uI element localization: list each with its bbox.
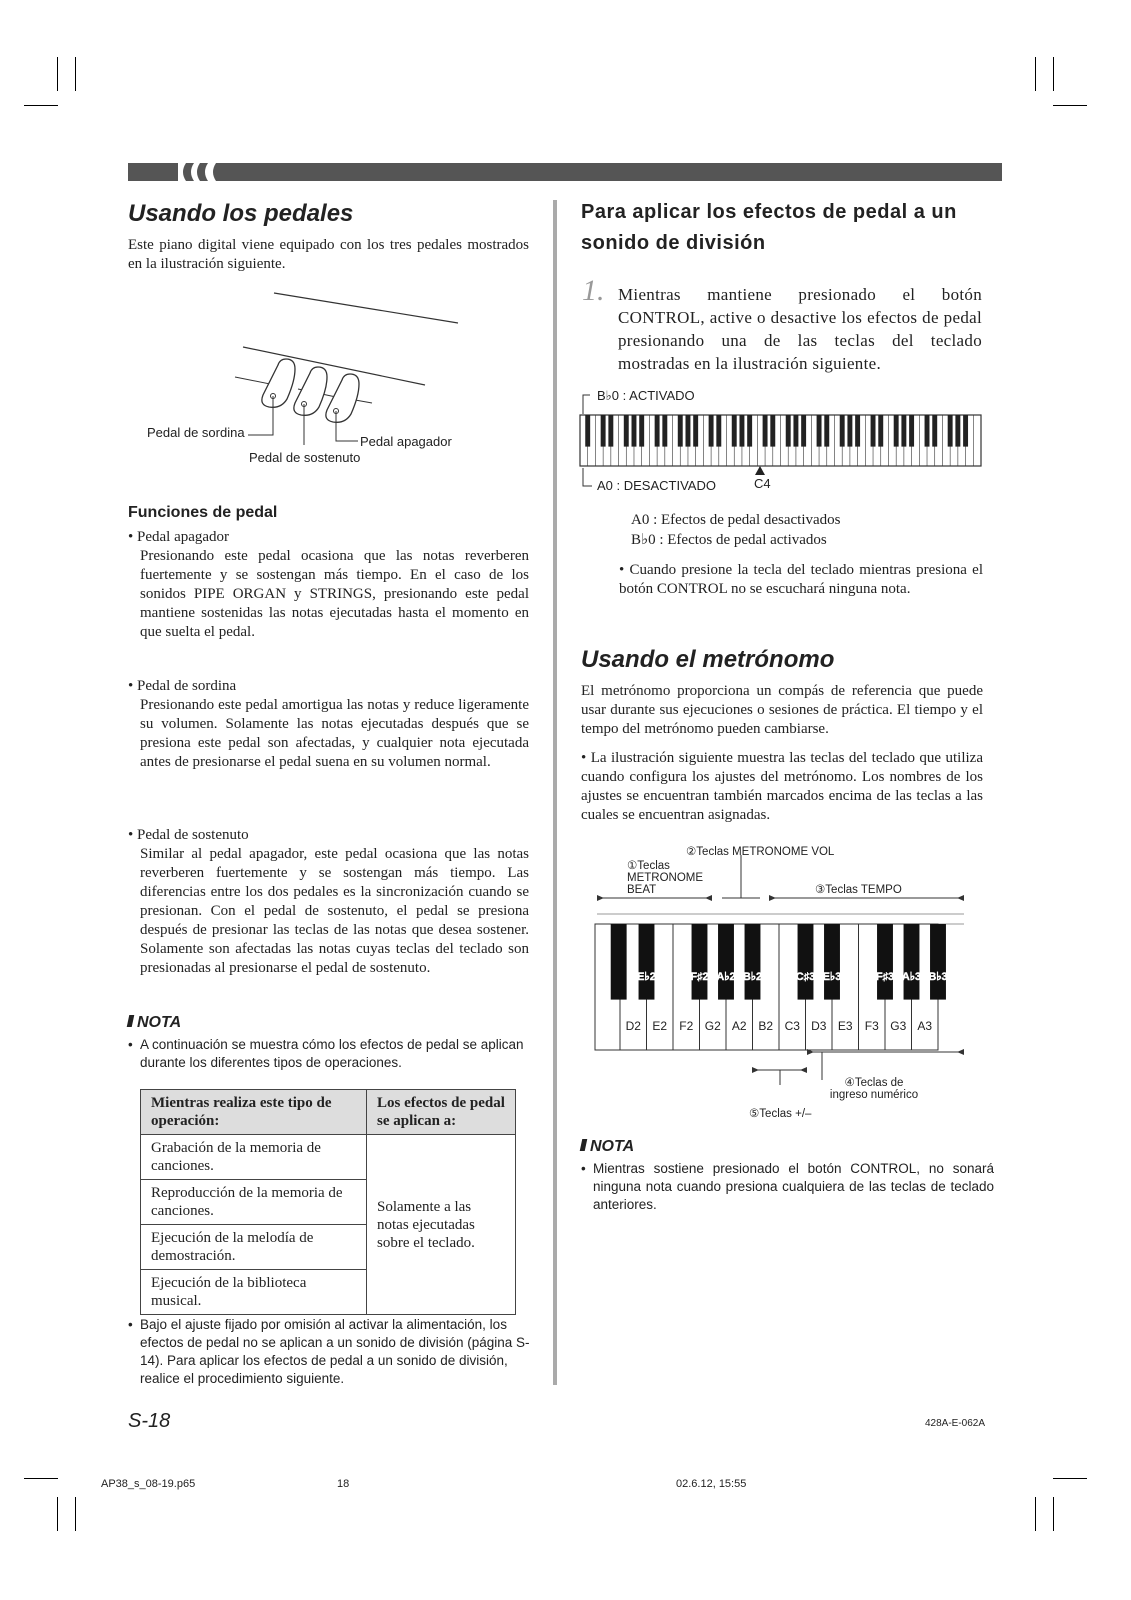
nota-text: Bajo el ajuste fijado por omisión al activar la alimentación, los efectos de pedal no se aplican a un sonido de división (página S-14). Para aplicar los efectos de pedal a un sonido de división, realice el procedimiento siguiente. xyxy=(140,1317,530,1386)
black-key-label: E♭2 xyxy=(637,971,656,983)
black-key xyxy=(632,415,637,447)
bullet-icon: • xyxy=(581,1161,586,1176)
table-header: Los efectos de pedal se aplican a: xyxy=(367,1090,516,1135)
nota-title: NOTA xyxy=(137,1014,182,1031)
black-key xyxy=(770,415,775,447)
nota-text: A continuación se muestra cómo los efectos de pedal se aplican durante los diferentes tipos de operaciones. xyxy=(140,1037,524,1070)
black-key xyxy=(909,415,914,447)
subsection-title: Para aplicar los efectos de pedal a un sonido de división xyxy=(581,201,957,254)
black-key xyxy=(655,415,660,447)
black-key-label: F♯2 xyxy=(690,971,709,983)
function-label: • Pedal apagador xyxy=(128,529,230,545)
white-key-label: G3 xyxy=(890,1019,907,1033)
black-key xyxy=(662,415,667,447)
nota-marker-icon xyxy=(580,1139,588,1151)
white-key-label: B2 xyxy=(758,1019,774,1033)
crop-mark xyxy=(57,1497,58,1531)
function-text: Presionando este pedal ocasiona que las notas reverberen fuertemente y se sostengan más tiempo. En el caso de los sonidos PIPE ORGAN y STRINGS, presionando este pedal mantiene sostenidas las notas ejecutadas hasta el momento en que suelta el pedal. xyxy=(140,548,529,640)
function-text: Similar al pedal apagador, este pedal ocasiona que las notas reverberen fuertemente y se sostengan más tiempo. Las diferencias entre los dos pedales es la sincronización cuando se presionan. Con el pedal de sostenuto, el pedal se presiona después de presionar las teclas de las notas que desea sostener. Solamente son afectadas las notas cuyas teclas del teclado son presionadas al presionarse el pedal de sostenuto. xyxy=(140,846,529,976)
black-key xyxy=(817,415,822,447)
white-key-label: D3 xyxy=(811,1019,827,1033)
black-key xyxy=(840,415,845,447)
black-key xyxy=(786,415,791,447)
black-key xyxy=(742,924,763,1000)
white-key-label: F3 xyxy=(864,1019,879,1033)
black-key xyxy=(718,924,734,1000)
black-key xyxy=(801,415,806,447)
white-key-label: G2 xyxy=(704,1019,721,1033)
section-title-pedales: Usando los pedales xyxy=(128,200,354,227)
table-cell: Reproducción de la memoria de canciones. xyxy=(141,1180,367,1225)
white-key-label: C3 xyxy=(784,1019,800,1033)
metronome-keys xyxy=(595,924,948,1050)
crop-mark xyxy=(1053,1478,1087,1479)
diagram-label-3: ③Teclas TEMPO xyxy=(815,884,902,896)
legend-a0: A0 : Efectos de pedal desactivados xyxy=(631,512,841,528)
footer-sheet: 18 xyxy=(337,1478,350,1490)
black-key xyxy=(693,415,698,447)
black-key xyxy=(901,924,922,1000)
bullet-text: • Cuando presione la tecla del teclado mientras presiona el botón CONTROL no se escuchará ninguna nota. xyxy=(619,562,983,597)
kbd-label-c4: C4 xyxy=(754,476,771,491)
black-key xyxy=(795,924,816,1000)
black-key xyxy=(732,415,737,447)
black-key xyxy=(608,415,613,447)
crop-mark xyxy=(1053,105,1087,106)
nota-heading xyxy=(128,1014,181,1032)
label-pedal-sostenuto: Pedal de sostenuto xyxy=(249,450,361,465)
bullet-text: • La ilustración siguiente muestra las teclas del teclado que utiliza cuando configura los ajustes del metrónomo. Los nombres de los ajustes se encuentran también marcados encima de las teclas a las cuales se encuentran asignadas. xyxy=(581,750,983,823)
black-key xyxy=(585,415,590,447)
crop-mark xyxy=(75,57,76,91)
black-key-label: B♭2 xyxy=(742,971,763,983)
kbd-label-on: B♭0 : ACTIVADO xyxy=(597,388,695,403)
black-key xyxy=(930,924,946,1000)
crop-mark xyxy=(1035,1497,1036,1531)
table-header-row xyxy=(141,1090,516,1135)
black-key xyxy=(894,415,899,447)
table-cell: Grabación de la memoria de canciones. xyxy=(141,1135,367,1180)
table-cell-applies xyxy=(367,1135,516,1315)
black-key-label: A♭2 xyxy=(716,971,736,983)
legend-bb0: B♭0 : Efectos de pedal activados xyxy=(631,532,827,548)
crop-mark xyxy=(1035,57,1036,91)
functions-title: Funciones de pedal xyxy=(128,504,278,521)
white-key-label: E2 xyxy=(652,1019,668,1033)
table-cell: Ejecución de la biblioteca musical. xyxy=(141,1270,367,1315)
black-key xyxy=(639,415,644,447)
bullet-icon: • xyxy=(128,1317,133,1332)
bullet-icon: • xyxy=(128,1037,133,1052)
black-key xyxy=(763,415,768,447)
metronomo-intro: El metrónomo proporciona un compás de referencia que puede usar durante sus ejecuciones o sesiones de práctica. El tiempo y el tempo del metrónomo pueden cambiarse. xyxy=(581,683,983,737)
footer-file: AP38_s_08-19.p65 xyxy=(101,1478,196,1490)
black-key xyxy=(932,415,937,447)
crop-mark xyxy=(24,105,58,106)
function-sordina xyxy=(128,677,529,772)
function-sostenuto xyxy=(128,826,529,978)
crop-mark xyxy=(1053,1497,1054,1531)
nota-text: Mientras sostiene presionado el botón CONTROL, no sonará ninguna nota cuando presiona cualquiera de las teclas de teclado anteriores. xyxy=(593,1161,994,1212)
black-key-label: E♭3 xyxy=(822,971,842,983)
black-key xyxy=(955,415,960,447)
nota-text-2 xyxy=(128,1316,541,1388)
function-apagador xyxy=(128,528,529,642)
black-key xyxy=(963,415,968,447)
column-divider xyxy=(553,200,557,1385)
diagram-label-1: ①Teclas METRONOME BEAT xyxy=(627,860,704,896)
section-title-metronomo: Usando el metrónomo xyxy=(581,646,835,673)
footer-date: 02.6.12, 15:55 xyxy=(676,1478,747,1490)
function-label: • Pedal de sostenuto xyxy=(128,827,249,843)
crop-mark xyxy=(24,1478,58,1479)
black-key-label: F♯3 xyxy=(875,971,895,983)
white-key-label: F2 xyxy=(679,1019,694,1033)
black-key xyxy=(871,415,876,447)
crop-mark xyxy=(57,57,58,91)
black-key-label: B♭3 xyxy=(928,971,948,983)
table-cell: Ejecución de la melodía de demostración. xyxy=(141,1225,367,1270)
black-key-label: C♯3 xyxy=(795,971,816,983)
header-bar xyxy=(128,163,1002,181)
diagram-label-2: ②Teclas METRONOME VOL xyxy=(686,846,835,858)
black-key xyxy=(925,415,930,447)
black-key xyxy=(824,924,840,1000)
table-header: Mientras realiza este tipo de operación: xyxy=(141,1090,367,1135)
white-key-label: E3 xyxy=(837,1019,853,1033)
metronome-keyboard-diagram xyxy=(592,840,972,1125)
applies-text: Solamente a las notas ejecutadas sobre el teclado. xyxy=(377,1198,475,1251)
function-label: • Pedal de sordina xyxy=(128,678,237,694)
full-keyboard-illustration xyxy=(578,392,983,490)
white-key-label: A2 xyxy=(731,1019,747,1033)
black-key xyxy=(877,924,893,1000)
nota-text-1 xyxy=(128,1036,541,1072)
label-pedal-sordina: Pedal de sordina xyxy=(147,425,245,440)
step-number: 1. xyxy=(582,274,605,307)
diagram-label-4: ④Teclas de ingreso numérico xyxy=(829,1077,919,1101)
black-key xyxy=(847,415,852,447)
crop-mark xyxy=(75,1497,76,1531)
black-key xyxy=(624,415,629,447)
crop-mark xyxy=(1053,57,1054,91)
black-key xyxy=(824,415,829,447)
white-key-label: D2 xyxy=(625,1019,641,1033)
black-key-label: A♭3 xyxy=(901,971,922,983)
black-key xyxy=(601,415,606,447)
black-key xyxy=(878,415,883,447)
kbd-label-off: A0 : DESACTIVADO xyxy=(597,478,716,493)
metronomo-bullet xyxy=(581,749,983,825)
pedales-intro: Este piano digital viene equipado con los tres pedales mostrados en la ilustración siguiente. xyxy=(128,237,529,272)
black-key xyxy=(739,415,744,447)
nota-heading-right xyxy=(581,1138,634,1156)
right-bullet-1 xyxy=(619,561,983,599)
white-key-label: A3 xyxy=(917,1019,933,1033)
function-text: Presionando este pedal amortigua las notas y reduce ligeramente su volumen. Solamente las notas ejecutadas después que se presiona este pedal son afectadas, y cualquier nota ejecutada antes de presionarse el pedal suena en su volumen normal. xyxy=(140,697,529,770)
black-key xyxy=(685,415,690,447)
page-number: S-18 xyxy=(128,1410,171,1432)
black-key xyxy=(901,415,906,447)
step-text: Mientras mantiene presionado el botón CONTROL, active o desactive los efectos de pedal presionando una de las teclas del teclado mostradas en la ilustración siguiente. xyxy=(618,285,982,373)
black-key xyxy=(678,415,683,447)
black-key xyxy=(747,415,752,447)
nota-title: NOTA xyxy=(590,1138,635,1155)
diagram-label-5: ⑤Teclas +/– xyxy=(749,1108,812,1120)
black-key xyxy=(793,415,798,447)
black-key xyxy=(639,924,655,1000)
doc-code: 428A-E-062A xyxy=(925,1418,986,1429)
label-pedal-apagador: Pedal apagador xyxy=(360,434,452,449)
nota-text-right xyxy=(581,1160,994,1214)
black-key xyxy=(611,924,627,1000)
black-key xyxy=(692,924,708,1000)
table-row xyxy=(141,1135,516,1180)
nota-marker-icon xyxy=(127,1015,135,1027)
operations-table xyxy=(140,1089,516,1315)
black-key xyxy=(948,415,953,447)
black-key xyxy=(855,415,860,447)
black-key xyxy=(716,415,721,447)
black-key xyxy=(709,415,714,447)
